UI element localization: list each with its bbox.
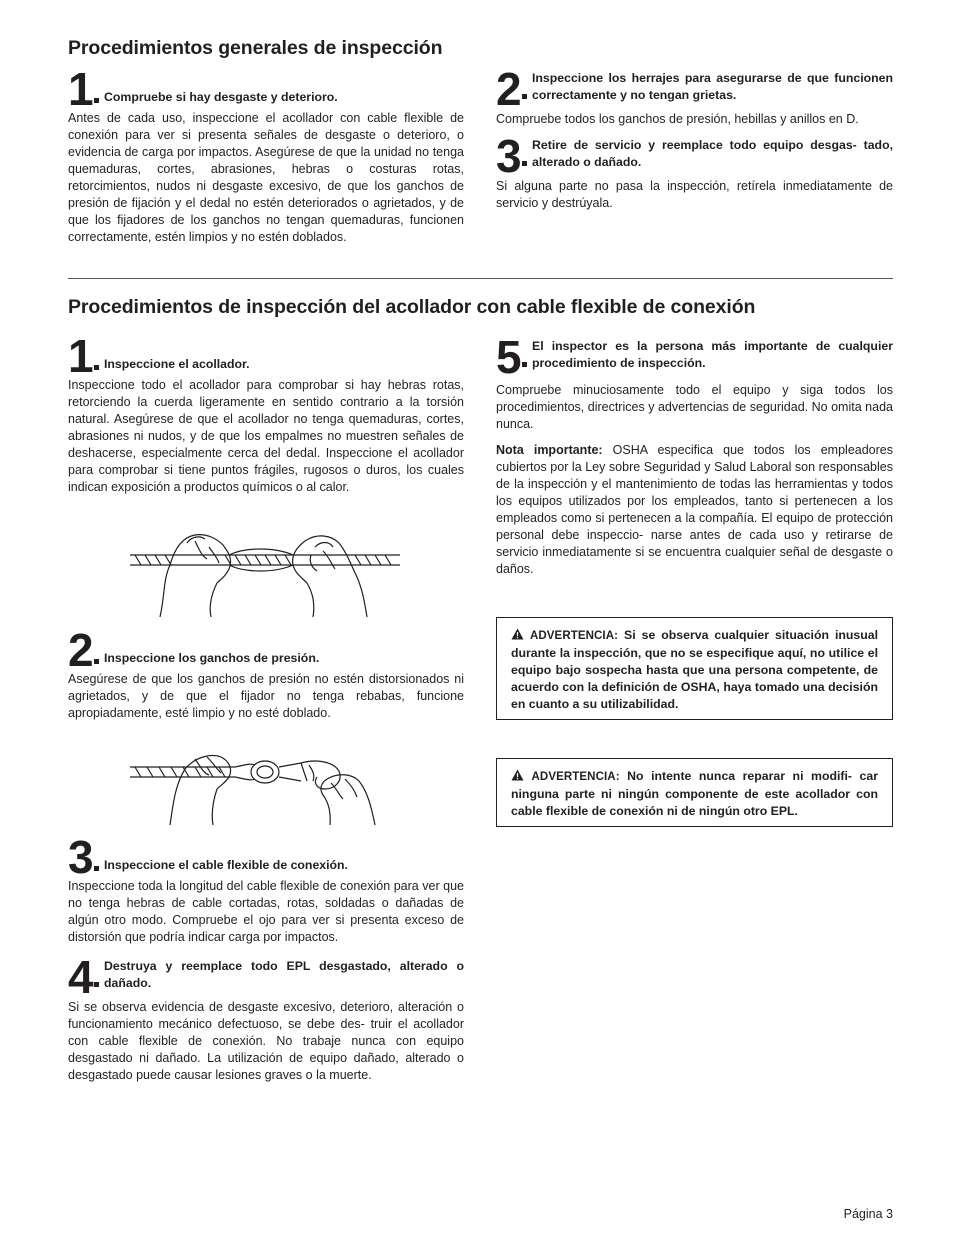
step-number: 1 (68, 330, 93, 382)
page-number: Página 3 (843, 1207, 893, 1221)
step-heading: Inspeccione el acollador. (104, 357, 250, 372)
general-step-3 (496, 130, 893, 212)
warning-label: ADVERTENCIA: (529, 630, 619, 642)
step-heading: Inspeccione los herrajes para asegurarse de que funcionen correctamente y no tengan grietas. (532, 71, 893, 102)
general-step-1 (68, 63, 464, 246)
step-body: Inspeccione todo el acollador para comprobar si hay hebras rotas, retorciendo la cuerda ligeramente en sentido contrario a la torsión natural. Asegúrese de que el acollador no tenga quemaduras, cortes, abrasiones ni nudos, y de que los empalmes no muestren señales de deshacerse, especialmente cerca del dedal. Inspeccione el acollador para comprobar si tiene puntos frágiles, rugosos o duros, los cuales indican exposición a productos químicos o al calor. (68, 378, 464, 494)
section-divider (68, 278, 893, 279)
lanyard-step-2 (68, 624, 464, 722)
general-column-right (496, 63, 893, 212)
step-number: 5 (496, 331, 521, 383)
important-note-label: Nota importante: (496, 443, 603, 457)
lanyard-column-left-2 (68, 624, 464, 722)
warning-icon (511, 769, 532, 783)
step-heading: Retire de servicio y reemplace todo equipo desgas- tado, alterado o dañado. (532, 138, 893, 169)
step-number: 3 (496, 130, 521, 182)
warning-text: No intente nunca reparar ni modifi- car ninguna parte ni ningún componente de este acollador con cable flexible de conexión ni de ningún otro EPL. (511, 769, 878, 818)
lanyard-step-1 (68, 330, 464, 496)
bullet-icon (522, 362, 527, 367)
lanyard-column-left-3 (68, 831, 464, 1084)
step-body: Asegúrese de que los ganchos de presión no estén distorsionados ni agrietados, y de que el fijador no tenga rebabas, funcione apropiadamente, esté limpio y no esté doblado. (68, 672, 464, 720)
step-body: Antes de cada uso, inspeccione el acollador con cable flexible de conexión para ver si presenta señales de desgaste o deterioro, o evidencia de carga por impactos. Asegúrese de que la unidad no tenga quemaduras, cortes, abrasiones, hebras o costuras rotas, retorcimientos, nudos ni desgaste excesivo, de que los ganchos de presión de fijación y el dedal no estén deteriorados o agrietados, y de que los fijadores de los ganchos no tengan quemaduras, funcionen correctamente, estén limpios y no estén doblados. (68, 111, 464, 244)
bullet-icon (94, 98, 99, 103)
step-body: Compruebe todos los ganchos de presión, hebillas y anillos en D. (496, 112, 859, 126)
step-heading: Inspeccione el cable flexible de conexión. (104, 858, 348, 873)
general-column-left (68, 63, 464, 246)
step-number: 3 (68, 831, 93, 883)
step-body: Compruebe minuciosamente todo el equipo y siga todos los procedimientos, directrices y advertencias de seguridad. No omita nada nunca. (496, 383, 893, 431)
warning-icon (511, 628, 530, 642)
bullet-icon (94, 982, 99, 987)
step-body: Si se observa evidencia de desgaste excesivo, deterioro, alteración o funcionamiento mecánico defectuoso, se debe des- truir el acollador con cable flexible de conexión. No trabaje nunca con equipo desgastado ni dañado. La utilización de equipo dañado, alterado o desgastado puede causar lesiones graves o la muerte. (68, 1000, 464, 1082)
bullet-icon (522, 161, 527, 166)
warning-label: ADVERTENCIA: (531, 771, 620, 783)
general-step-2 (496, 63, 893, 128)
warning-box-1 (496, 617, 893, 720)
step-body: Inspeccione toda la longitud del cable flexible de conexión para ver que no tenga hebras de cable cortadas, rotas, soldadas o dañadas de algún otro modo. Compruebe el ojo para ver si presenta exceso de distorsión que podría indicar carga por impactos. (68, 879, 464, 944)
lanyard-step-5 (496, 331, 893, 578)
lanyard-step-3 (68, 831, 464, 946)
step-number: 1 (68, 63, 93, 115)
section-title-general: Procedimientos generales de inspección (68, 37, 443, 59)
lanyard-step-4 (68, 951, 464, 1084)
step-body: Si alguna parte no pasa la inspección, retírela inmediatamente de servicio y destrúyala. (496, 179, 893, 210)
step-heading: El inspector es la persona más importante de cualquier procedimiento de inspección. (532, 339, 893, 370)
lanyard-column-right (496, 331, 893, 578)
bullet-icon (94, 365, 99, 370)
bullet-icon (94, 866, 99, 871)
step-number: 2 (68, 624, 93, 676)
important-note (496, 442, 893, 578)
warning-box-2 (496, 758, 893, 827)
important-note-body: OSHA especifica que todos los empleadores cubiertos por la Ley sobre Seguridad y Salud Laboral son responsables de la inspección y el mantenimiento de todas las herramientas y todos los equipos utilizados por los empleados, tanto si pertenecen a los empleados como si pertenecen a la compañía. El equipo de protección personal debe inspeccio- narse antes de cada uso y retirarse de servicio inmediatamente si se encuentra cualquier señal de desgaste o daños. (496, 443, 893, 576)
section-title-lanyard: Procedimientos de inspección del acollador con cable flexible de conexión (68, 296, 756, 318)
snap-hook-illustration (125, 745, 405, 830)
step-heading: Compruebe si hay desgaste y deterioro. (104, 90, 338, 105)
step-number: 2 (496, 63, 521, 115)
step-number: 4 (68, 951, 93, 1003)
lanyard-column-left (68, 330, 464, 496)
rope-twist-illustration (125, 525, 405, 620)
step-heading: Inspeccione los ganchos de presión. (104, 651, 320, 666)
bullet-icon (94, 659, 99, 664)
bullet-icon (522, 94, 527, 99)
step-heading: Destruya y reemplace todo EPL desgastado, alterado o dañado. (104, 959, 464, 990)
warning-text: Si se observa cualquier situación inusual durante la inspección, que no se especifique aquí, no utilice el equipo bajo sospecha hasta que una persona competente, de acuerdo con la definición de OSHA, haya tomado una decisión en cuanto a su utilizabilidad. (511, 628, 878, 711)
